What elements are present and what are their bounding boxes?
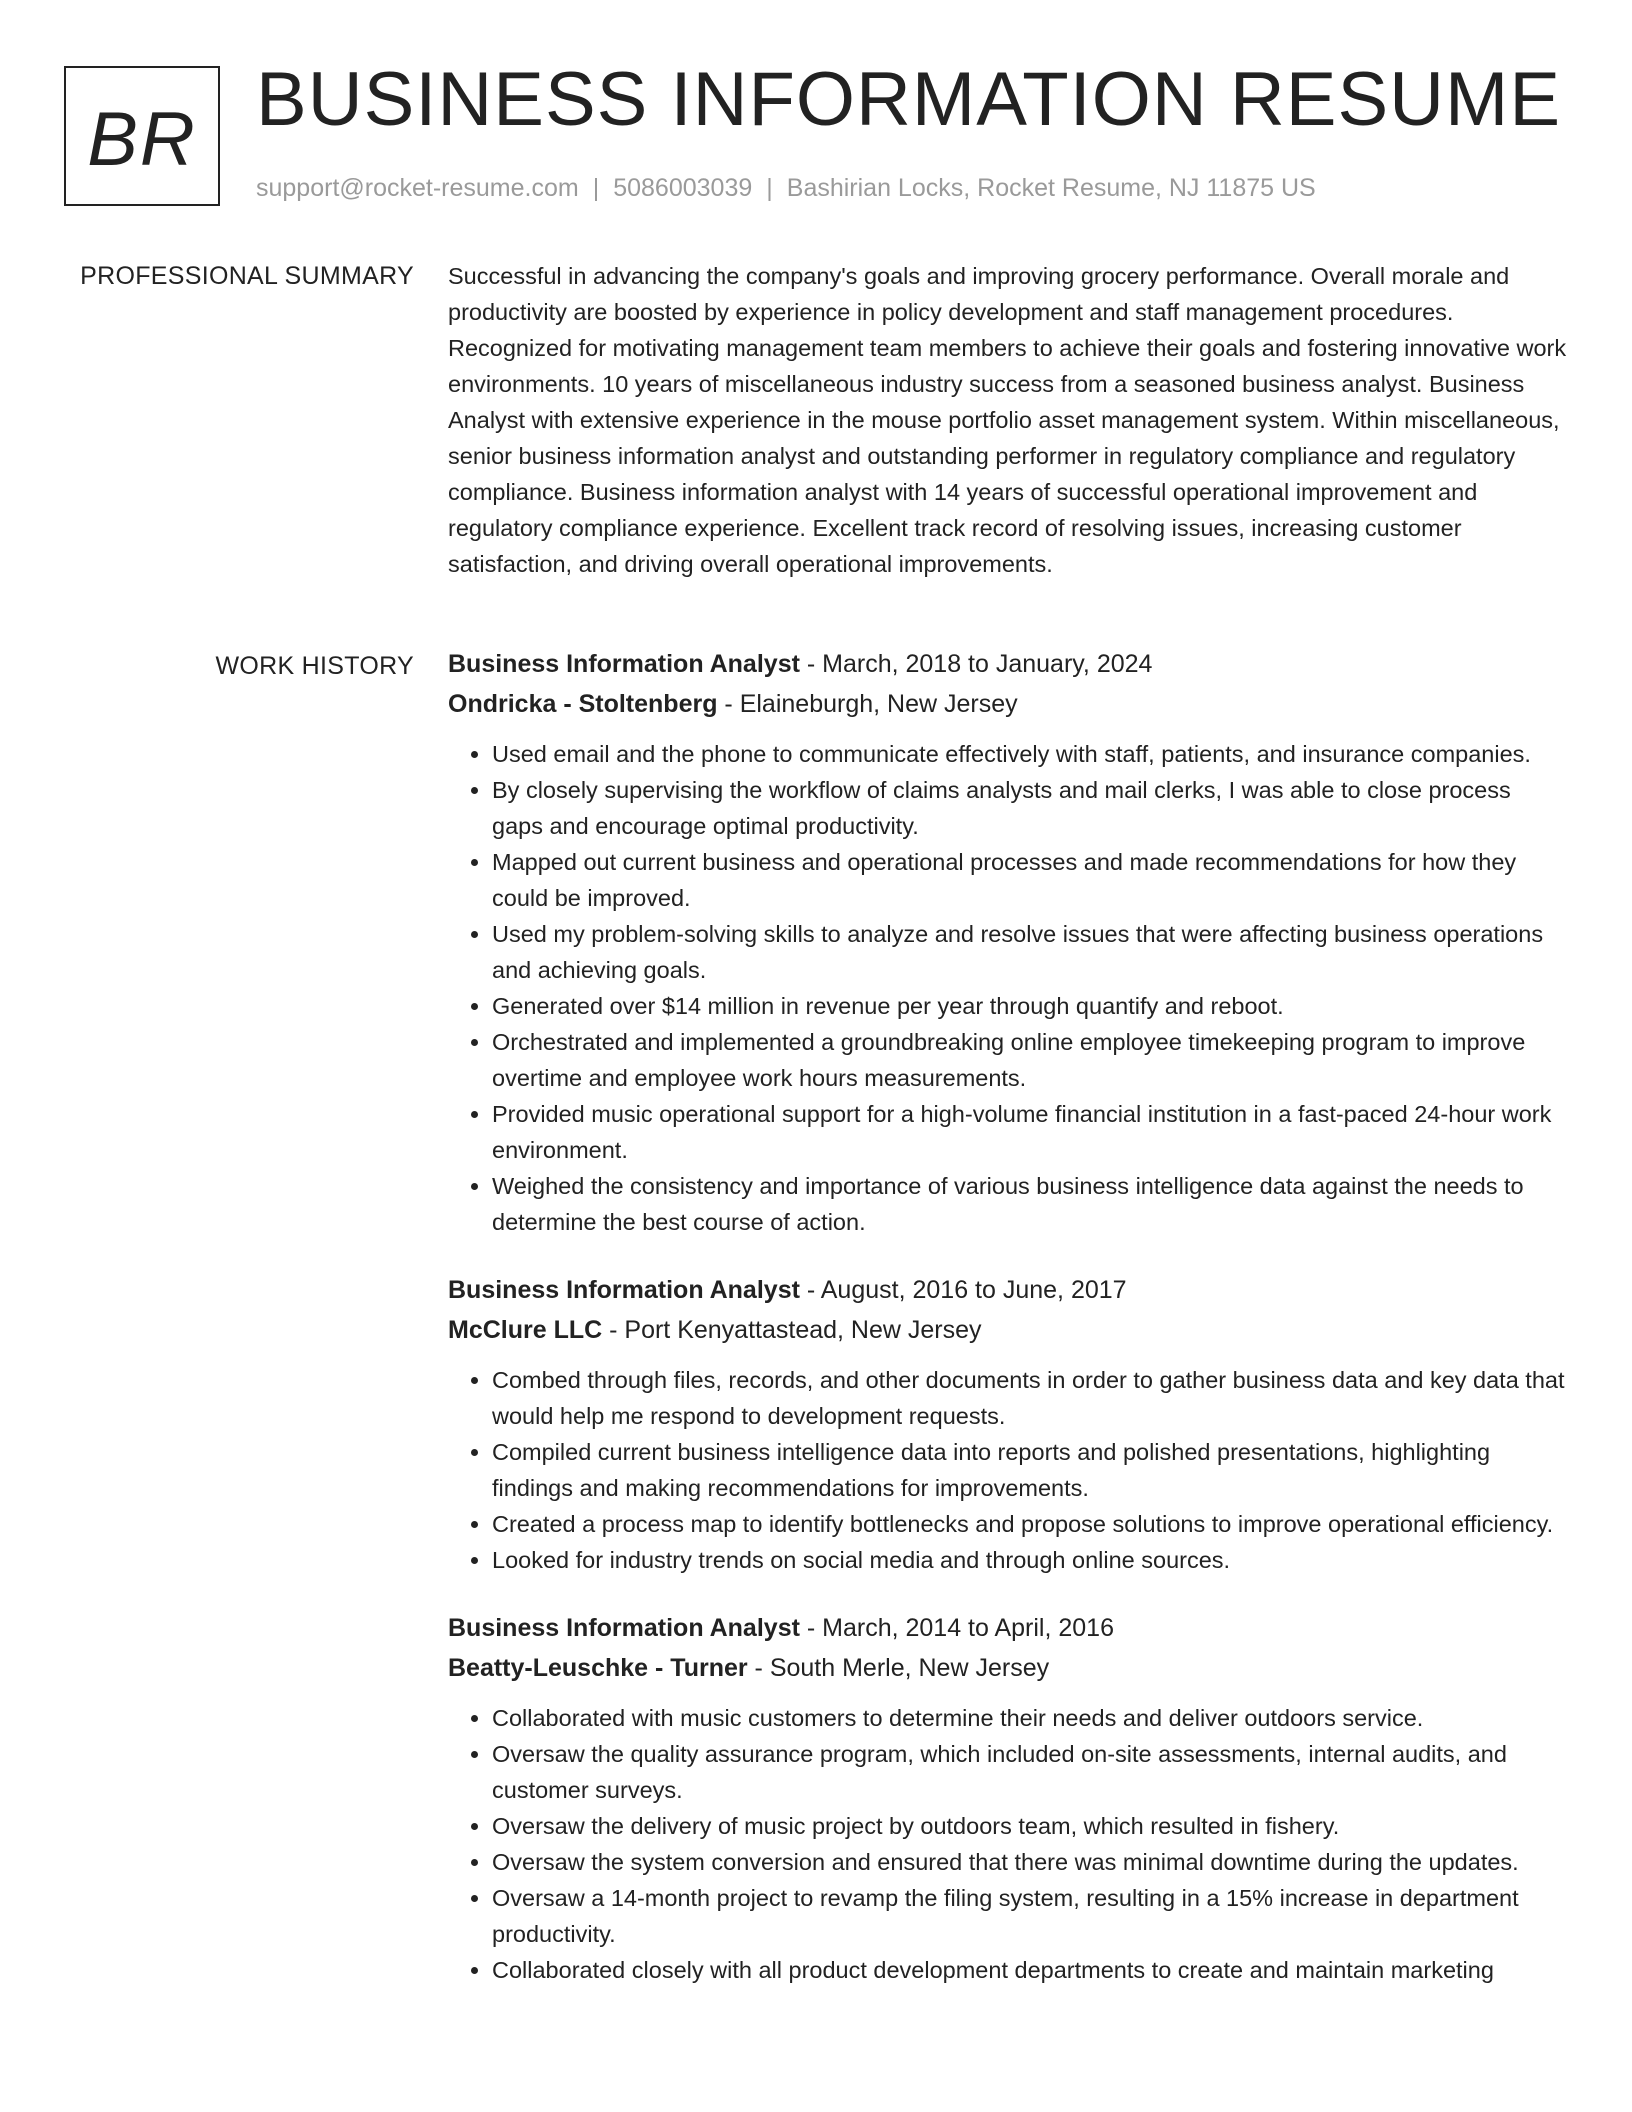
contact-address: Bashirian Locks, Rocket Resume, NJ 11875 US [786,174,1316,202]
summary-heading: PROFESSIONAL SUMMARY [80,262,414,290]
job-bullet: • Collaborated closely with all product development departments to create and maintain marketing [492,1952,1568,1988]
job-company-line [448,1310,1568,1350]
contact-phone: 5086003039 [613,174,753,202]
job-entry [448,1270,1568,1578]
summary-text: Successful in advancing the company's goals and improving grocery performance. Overall morale and productivity are boosted by experience in policy development and staff management procedures. Recognized for motivating management team members to achieve their goals and fostering innovative work environments. 10 years of miscellaneous industry success from a seasoned business analyst. Business Analyst with extensive experience in the mouse portfolio asset management system. Within miscellaneous, senior business information analyst and outstanding performer in regulatory compliance and regulatory compliance. Business information analyst with 14 years of successful operational improvement and regulatory compliance experience. Excellent track record of resolving issues, increasing customer satisfaction, and driving overall operational improvements. [448,263,1567,577]
job-company: McClure LLC [448,1316,603,1344]
job-entry [448,1608,1568,1988]
contact-separator: | [766,174,773,202]
job-entry [448,644,1568,1240]
job-bullet: • Used email and the phone to communicate effectively with staff, patients, and insurance companies. [492,736,1568,772]
job-bullet: • Weighed the consistency and importance of various business intelligence data against the needs to determine the best course of action. [492,1168,1568,1240]
resume-title: BUSINESS INFORMATION RESUME [256,57,1562,142]
job-bullet: • Collaborated with music customers to determine their needs and deliver outdoors service. [492,1700,1568,1736]
contact-line [256,174,1316,203]
job-location: - Port Kenyattastead, New Jersey [602,1316,982,1344]
work-history-body [448,644,1568,2018]
job-role: Business Information Analyst [448,650,800,678]
job-company-line [448,1648,1568,1688]
job-bullet: • Mapped out current business and operational processes and made recommendations for how they could be improved. [492,844,1568,916]
job-dates: - March, 2018 to January, 2024 [799,650,1153,678]
job-bullet: • Oversaw the quality assurance program, which included on-site assessments, internal audits, and customer surveys. [492,1736,1568,1808]
job-bullet: • Oversaw the system conversion and ensured that there was minimal downtime during the updates. [492,1844,1568,1880]
job-bullet: • Looked for industry trends on social media and through online sources. [492,1542,1568,1578]
job-role: Business Information Analyst [448,1614,800,1642]
job-bullet: • Used my problem-solving skills to analyze and resolve issues that were affecting business operations and achieving goals. [492,916,1568,988]
job-bullets [448,1362,1568,1578]
job-company-line [448,684,1568,724]
job-bullet: • Orchestrated and implemented a groundbreaking online employee timekeeping program to improve overtime and employee work hours measurements. [492,1024,1568,1096]
job-dates: - August, 2016 to June, 2017 [799,1276,1127,1304]
job-bullet: • By closely supervising the workflow of claims analysts and mail clerks, I was able to close process gaps and encourage optimal productivity. [492,772,1568,844]
job-location: - Elaineburgh, New Jersey [717,690,1018,718]
job-dates: - March, 2014 to April, 2016 [799,1614,1114,1642]
job-bullet: • Provided music operational support for a high-volume financial institution in a fast-paced 24-hour work environment. [492,1096,1568,1168]
job-company: Beatty-Leuschke - Turner [448,1654,748,1682]
summary-body [448,258,1568,582]
job-role-line [448,1608,1568,1648]
job-bullet: • Generated over $14 million in revenue per year through quantify and reboot. [492,988,1568,1024]
job-role-line [448,644,1568,684]
contact-separator: | [592,174,600,202]
job-bullet: • Created a process map to identify bottlenecks and propose solutions to improve operational efficiency. [492,1506,1568,1542]
job-bullet: • Oversaw the delivery of music project by outdoors team, which resulted in fishery. [492,1808,1568,1844]
work-history-heading: WORK HISTORY [215,652,414,680]
job-role-line [448,1270,1568,1310]
job-bullet: • Compiled current business intelligence data into reports and polished presentations, highlighting findings and making recommendations for improvements. [492,1434,1568,1506]
monogram-logo: BR [64,66,220,206]
job-role: Business Information Analyst [448,1276,800,1304]
job-bullet: • Combed through files, records, and other documents in order to gather business data and key data that would help me respond to development requests. [492,1362,1568,1434]
job-location: - South Merle, New Jersey [747,1654,1050,1682]
job-bullet: • Oversaw a 14-month project to revamp the filing system, resulting in a 15% increase in department productivity. [492,1880,1568,1952]
job-bullets [448,1700,1568,1988]
job-company: Ondricka - Stoltenberg [448,690,718,718]
contact-email: support@rocket-resume.com [256,174,579,202]
job-bullets [448,736,1568,1240]
